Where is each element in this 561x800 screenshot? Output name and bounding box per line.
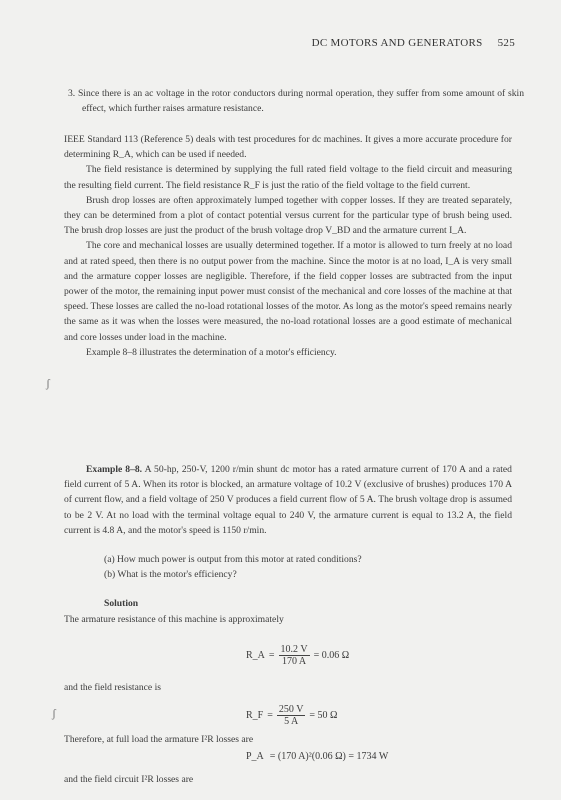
eq1-numerator: 10.2 V	[280, 644, 308, 655]
example-label: Example 8–8.	[86, 464, 143, 475]
solution-field-losses-intro: and the field circuit I²R losses are	[64, 774, 194, 785]
eq2-numerator: 250 V	[278, 704, 304, 715]
margin-mark: ʃ	[46, 376, 50, 390]
eq1-denominator: 170 A	[281, 656, 307, 667]
margin-mark: ʃ	[52, 706, 56, 720]
page-number: 525	[497, 37, 515, 49]
solution-intro: The armature resistance of this machine is approximately	[64, 614, 284, 625]
running-header	[312, 37, 515, 49]
example-text: A 50-hp, 250-V, 1200 r/min shunt dc motor has a rated armature current of 170 A and a rated field current of 5 A. When its rotor is blocked, an armature voltage of 10.2 V (exclusive of brushes) produces 170 A of current flow, and a field voltage of 250 V produces a field current flow of 5 A. The brush voltage drop is assumed to be 2 V. At no load with the terminal voltage equal to 240 V, the armature current is equal to 13.2 A, the field current is 4.8 A, and the motor's speed is 1150 r/min.	[64, 464, 512, 536]
eq2-denominator: 5 A	[284, 716, 299, 727]
eq2-result: = 50 Ω	[309, 710, 338, 721]
solution-label: Solution	[104, 598, 139, 609]
equation-armature-resistance: R_A = $\frac{10.2 V}{170 A}$ = 0.06 Ω	[246, 644, 350, 667]
list-text: Since there is an ac voltage in the rotor conductors during normal operation, they suffer from some amount of skin effect, which further raises armature resistance.	[77, 88, 524, 115]
paragraph-ieee: IEEE Standard 113 (Reference 5) deals with test procedures for dc machines. It gives a more accurate procedure for determining R_A, which can be used if needed.	[64, 134, 512, 161]
list-number: 3.	[68, 88, 76, 99]
body-text	[64, 132, 512, 360]
example-statement	[64, 462, 512, 538]
list-item	[68, 86, 524, 116]
question-b: (b) What is the motor's efficiency?	[104, 569, 237, 581]
eq3-rhs: = (170 A)²(0.06 Ω) = 1734 W	[269, 751, 389, 762]
equation-armature-losses	[246, 751, 388, 762]
solution-field-intro: and the field resistance is	[64, 682, 161, 693]
equation-field-resistance: R_F = $\frac{250 V}{5 A}$ = 50 Ω	[246, 704, 338, 727]
header-title: DC MOTORS AND GENERATORS	[311, 37, 483, 49]
example-questions	[104, 552, 504, 582]
paragraph-core-mechanical: The core and mechanical losses are usually determined together. If a motor is allowed to turn freely at no load and at rated speed, then there is no output power from the machine. Since the motor is at no load, I_A is very small and the armature copper losses are negligible. Therefore, if the field copper losses are subtracted from the input power of the motor, the remaining input power must consist of the mechanical and core losses of the machine at that speed. These losses are called the no-load rotational losses of the motor. As long as the motor's speed remains nearly the same as it was when the losses were measured, the no-load rotational losses are a good estimate of mechanical and core losses under load in the machine.	[64, 240, 512, 343]
paragraph-example-ref: Example 8–8 illustrates the determination of a motor's efficiency.	[86, 346, 337, 358]
paragraph-brush-drop: Brush drop losses are often approximately lumped together with copper losses. If they are treated separately, they can be determined from a plot of contact potential versus current for the particular type of brush being used. The brush drop losses are just the product of the brush voltage drop V_BD and the armature current I_A.	[64, 194, 512, 237]
eq2-lhs: R_F	[246, 710, 264, 721]
paragraph-field-resistance: The field resistance is determined by supplying the full rated field voltage to the field circuit and measuring the resulting field current. The field resistance R_F is just the ratio of the field voltage to the field current.	[64, 164, 512, 191]
solution-armature-losses-intro: Therefore, at full load the armature I²R losses are	[64, 734, 254, 745]
eq2-fraction	[277, 704, 306, 727]
eq1-fraction	[279, 644, 310, 667]
eq3-lhs: P_A	[246, 751, 264, 762]
question-a: (a) How much power is output from this motor at rated conditions?	[104, 554, 362, 565]
eq1-result: = 0.06 Ω	[313, 650, 350, 661]
solution-label-row	[104, 596, 404, 611]
eq1-lhs: R_A	[246, 650, 265, 661]
